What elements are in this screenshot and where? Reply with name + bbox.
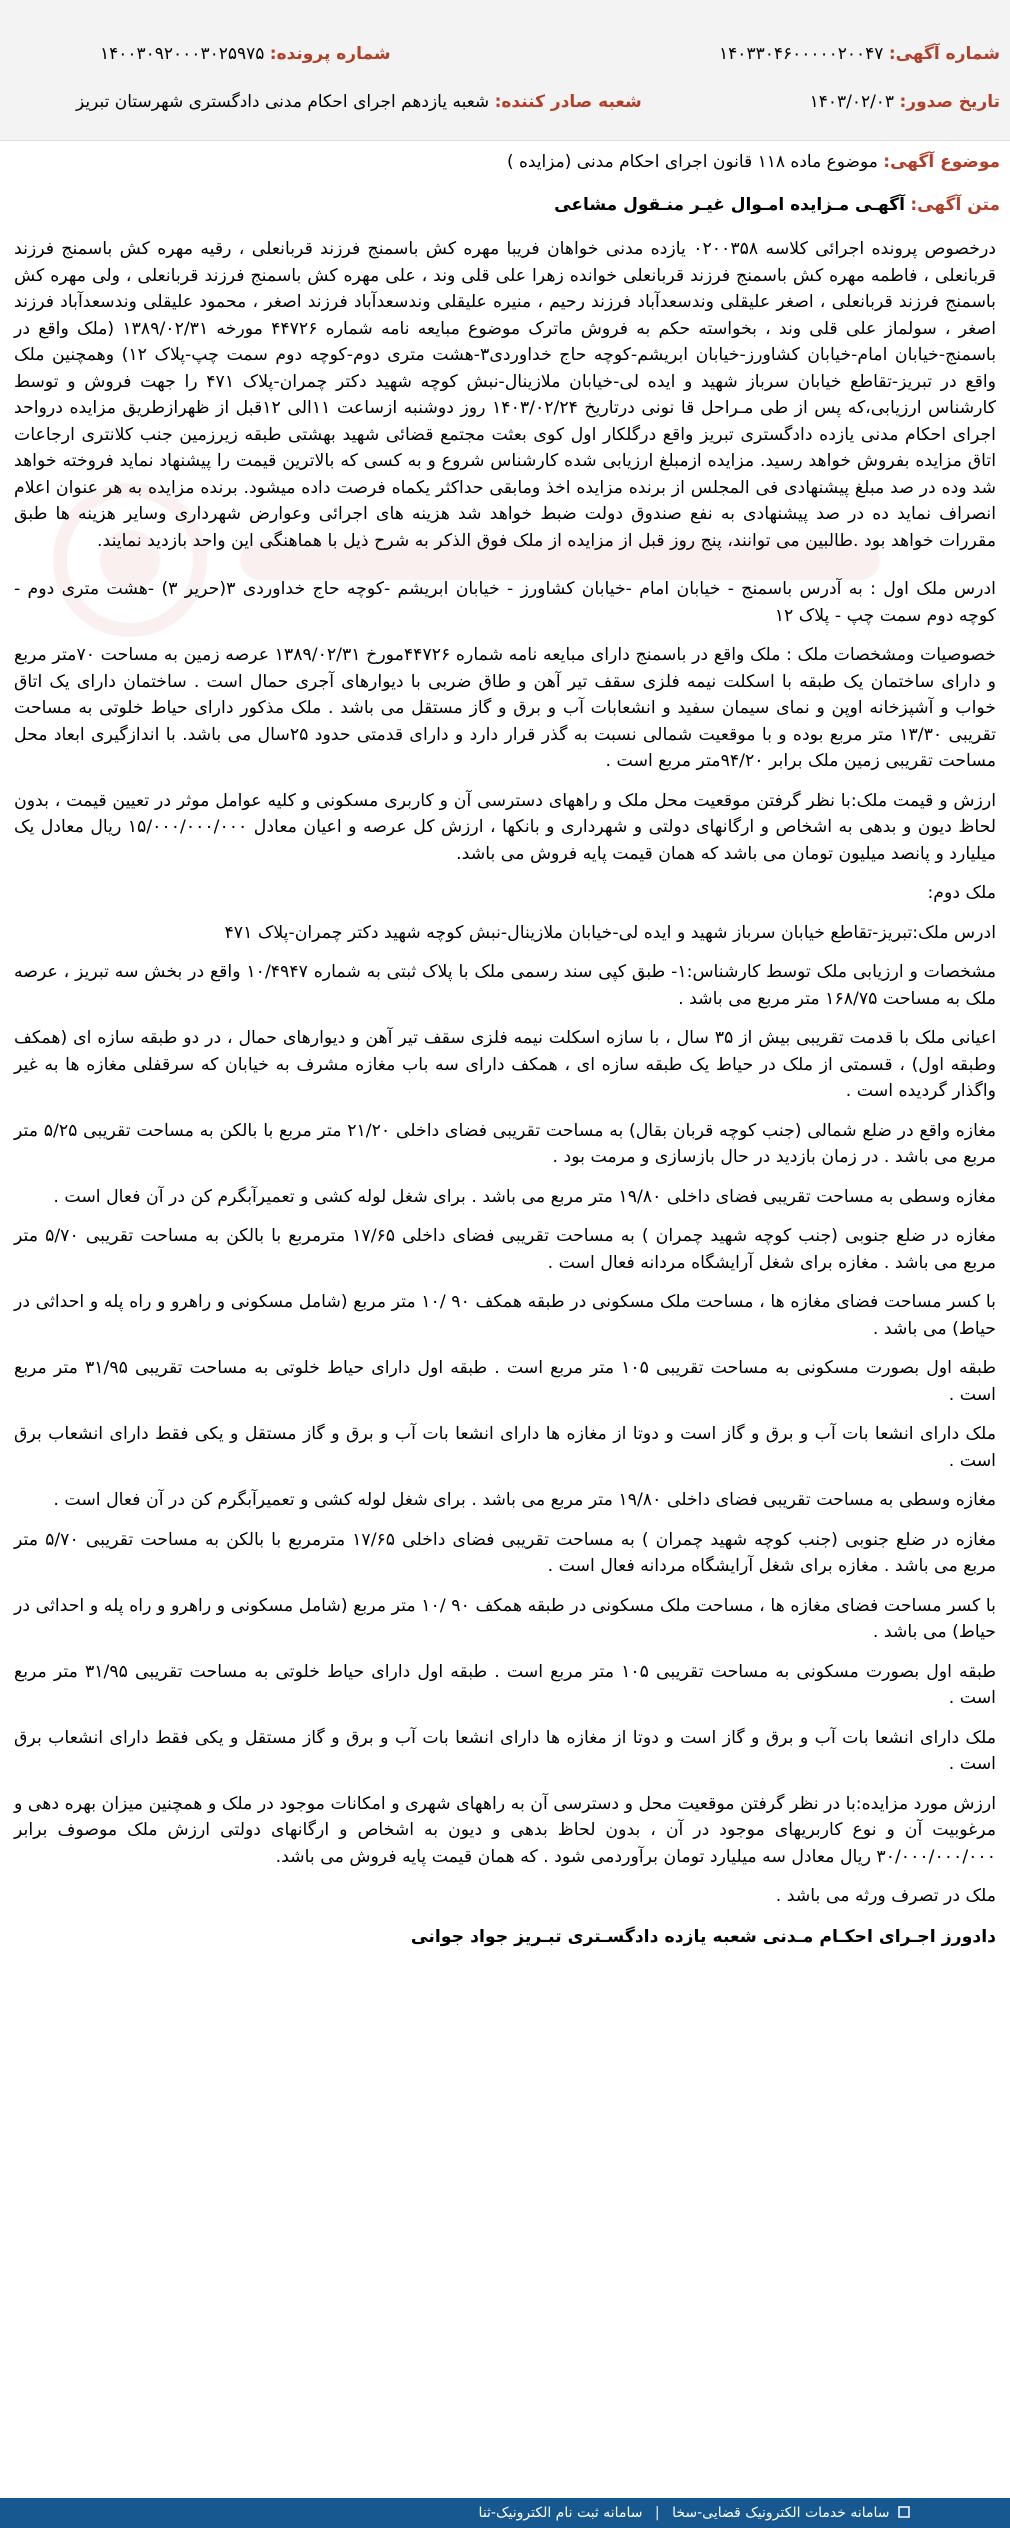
ad-number-row bbox=[719, 44, 1000, 64]
footer-link-sakha[interactable]: سامانه خدمات الکترونیک قضایی-سخا bbox=[672, 2505, 890, 2521]
issue-date-value: ۱۴۰۳/۰۲/۰۳ bbox=[809, 92, 895, 112]
paragraph-shop-middle-repeat: مغازه وسطی به مساحت تقریبی فضای داخلی ۱۹/۸۰ متر مربع می باشد . برای شغل لوله کشی و تعمیرآبگرم کن در آن فعال است . bbox=[53, 1490, 996, 1510]
topic-label: موضوع آگهی: bbox=[883, 152, 1000, 172]
footer-link-sana[interactable]: سامانه ثبت نام الکترونیک-ثنا bbox=[478, 2505, 643, 2521]
paragraph-first-property-value: ارزش و قیمت ملک:با نظر گرفتن موقعیت محل ملک و راههای دسترسی آن و کاربری مسکونی و کلیه عوامل موثر در تعیین قیمت ، بدون لحاظ دیون و بدهی به اشخاص و ارگانهای دولتی و شهرداری و بانکها ، ارزش کل عرصه و اعیان معادل ۱۵/۰۰۰/۰۰۰/۰۰۰ ریال معادل یک میلیارد و پانصد میلیون تومان می باشد که همان قیمت پایه فروش می باشد. bbox=[14, 790, 997, 864]
footer-separator: | bbox=[654, 2505, 660, 2521]
paragraph-first-floor: طبقه اول بصورت مسکونی به مساحت تقریبی ۱۰۵ متر مربع است . طبقه اول دارای حیاط خلوتی به مساحت تقریبی ۳۱/۹۵ متر مربع است . bbox=[14, 1358, 996, 1405]
text-label: متن آگهی: bbox=[910, 195, 1000, 215]
paragraph-second-property-deed: مشخصات و ارزیابی ملک توسط کارشناس:۱- طبق کپی سند رسمی ملک با پلاک ثبتی به شماره ۱۰/۴۹۴۷ واقع در بخش سه تبریز ، عرصه ملک به مساحت ۱۶۸/۷۵ متر مربع می باشد . bbox=[14, 962, 996, 1009]
text-title: آگهـی مـزایده امـوال غیـر منـقول مشاعی bbox=[554, 195, 905, 215]
notice-text-heading bbox=[554, 195, 1000, 215]
case-number-label: شماره پرونده: bbox=[269, 44, 391, 64]
issuer-label: شعبه صادر کننده: bbox=[494, 92, 642, 112]
link-icon bbox=[898, 2506, 910, 2518]
footer-links bbox=[479, 2505, 910, 2521]
paragraph-possession: ملک در تصرف ورثه می باشد . bbox=[775, 1886, 996, 1906]
case-number-value: ۱۴۰۰۳۰۹۲۰۰۰۳۰۲۵۹۷۵ bbox=[100, 44, 265, 64]
paragraph-shop-south: مغازه در ضلع جنوبی (جنب کوچه شهید چمران ) به مساحت تقریبی فضای داخلی ۱۷/۶۵ مترمربع با بالکن به مساحت تقریبی ۵/۷۰ متر مربع می باشد . مغازه برای شغل آرایشگاه مردانه فعال است . bbox=[14, 1226, 996, 1273]
ad-number-label: شماره آگهی: bbox=[888, 44, 1000, 64]
issuer-value: شعبه یازدهم اجرای احکام مدنی دادگستری شهرستان تبریز bbox=[76, 92, 490, 112]
issuer-row bbox=[76, 92, 642, 112]
paragraph-auction-value: ارزش مورد مزایده:با در نظر گرفتن موقعیت محل و دسترسی آن به راههای شهری و امکانات موجود در ملک و همچنین میزان بهره دهی و مرغوبیت آن و نوع کاربریهای موجود در آن ، بدون لحاظ بدهی و دیون به اشخاص و ارگانهای دولتی ارزش ملک موصوف برابر ۳۰/۰۰۰/۰۰۰/۰۰۰ ریال معادل سه میلیارد تومان برآوردمی شود . که همان قیمت پایه فروش می باشد. bbox=[14, 1793, 996, 1867]
footer-bar bbox=[0, 2498, 1010, 2528]
paragraph-ground-floor: با کسر مساحت فضای مغازه ها ، مساحت ملک مسکونی در طبقه همکف ۹۰ /۱۰ متر مربع (شامل مسکونی و راهرو و راه پله و احداثی در حیاط) می باشد . bbox=[14, 1292, 996, 1339]
paragraph-shop-middle: مغازه وسطی به مساحت تقریبی فضای داخلی ۱۹/۸۰ متر مربع می باشد . برای شغل لوله کشی و تعمیرآبگرم کن در آن فعال است . bbox=[53, 1186, 996, 1207]
ad-number-value: ۱۴۰۳۳۰۴۶۰۰۰۰۰۲۰۰۴۷ bbox=[719, 44, 884, 64]
notice-header bbox=[0, 0, 1010, 141]
paragraph-second-property-address: ادرس ملک:تبریز-تقاطع خیابان سرباز شهید و ایده لی-خیابان ملازینال-نبش کوچه شهید دکتر چمران-پلاک ۴۷۱ bbox=[224, 922, 996, 943]
paragraph-utilities: ملک دارای انشعا بات آب و برق و گاز است و دوتا از مغازه ها دارای انشعا بات آب و برق و گاز مستقل و یکی فقط دارای انشعاب برق است . bbox=[14, 1424, 996, 1471]
closing-signature: دادورز اجـرای احکـام مـدنی شعبه یازده دادگسـتری تبـریز جواد جوانی bbox=[410, 1926, 996, 1947]
paragraph-shop-south-repeat: مغازه در ضلع جنوبی (جنب کوچه شهید چمران ) به مساحت تقریبی فضای داخلی ۱۷/۶۵ مترمربع با بالکن به مساحت تقریبی ۵/۷۰ متر مربع می باشد . مغازه برای شغل آرایشگاه مردانه فعال است . bbox=[14, 1529, 996, 1576]
paragraph-second-property-title: ملک دوم: bbox=[927, 883, 996, 903]
paragraph-first-property-address: ادرس ملک اول : به آدرس باسمنج - خیابان امام -خیابان کشاورز - خیابان ابریشم -کوچه حاج خداوردی ۳(حریر ۳) -هشت متری دوم - کوچه دوم سمت چپ - پلاک ۱۲ bbox=[14, 579, 996, 626]
notice-topic bbox=[507, 152, 1000, 172]
issue-date-row bbox=[810, 92, 1000, 112]
notice-body bbox=[14, 236, 996, 1963]
case-number-row bbox=[100, 44, 391, 64]
paragraph-shop-north: مغازه واقع در ضلع شمالی (جنب کوچه قربان بقال) به مساحت تقریبی فضای داخلی ۲۱/۲۰ متر مربع با بالکن به مساحت تقریبی ۵/۲۵ متر مربع می باشد . در زمان بازدید در حال بازسازی و مرمت بود . bbox=[14, 1120, 997, 1167]
paragraph-building: اعیانی ملک با قدمت تقریبی بیش از ۳۵ سال ، با سازه اسکلت نیمه فلزی سقف تیر آهن و دیوارهای حمال ، در دو طبقه سازه ای (همکف وطبقه اول) ، قسمتی از ملک در حیاط یک طبقه سازه ای ، همکف دارای سه باب مغازه مشرف به خیابان که سرقفلی مغازه ها به غیر واگذار گردیده است . bbox=[14, 1028, 997, 1101]
paragraph-ground-floor-repeat: با کسر مساحت فضای مغازه ها ، مساحت ملک مسکونی در طبقه همکف ۹۰ /۱۰ متر مربع (شامل مسکونی و راهرو و راه پله و احداثی در حیاط) می باشد . bbox=[14, 1595, 996, 1642]
paragraph-utilities-repeat: ملک دارای انشعا بات آب و برق و گاز است و دوتا از مغازه ها دارای انشعا بات آب و برق و گاز مستقل و یکی فقط دارای انشعاب برق است . bbox=[14, 1727, 996, 1774]
topic-value: موضوع ماده ۱۱۸ قانون اجرای احکام مدنی (مزایده ) bbox=[506, 152, 878, 172]
issue-date-label: تاریخ صدور: bbox=[899, 92, 1000, 112]
paragraph-first-property-specs: خصوصیات ومشخصات ملک : ملک واقع در باسمنج دارای مبایعه نامه شماره ۴۴۷۲۶مورخ ۱۳۸۹/۰۲/۳۱ عرصه زمین به مساحت ۷۰متر مربع و دارای ساختمان یک طبقه با اسکلت نیمه فلزی سقف تیر آهن و طاق ضربی با دیوارهای آجری حمال است . ساختمان دارای یک اتاق خواب و آشپزخانه اوپن و نمای سیمان سفید و انشعابات آب و برق و گاز مستقل می باشد . ملک مذکور دارای حیاط خلوتی به مساحت تقریبی ۱۳/۳۰ متر مربع بوده و با موقعیت شمالی نسبت به گذر قرار دارد و دارای قدمتی حدود ۲۵سال می باشد. با اندازگیری ابعاد محل مساحت تقریبی زمین ملک برابر ۹۴/۲۰متر مربع است . bbox=[14, 645, 996, 771]
paragraph-intro: درخصوص پرونده اجرائی کلاسه ۰۲۰۰۳۵۸ یازده مدنی خواهان فریبا مهره کش باسمنج فرزند قربانعلی ، رقیه مهره کش باسمنج فرزند قربانعلی ، فاطمه مهره کش باسمنج فرزند قربانعلی خوانده زهرا علی قلی وند ، علی مهره کش باسمنج فرزند قربانعلی ، ولی مهره کش باسمنج فرزند قربانعلی ، اصغر علیقلی وندسعدآباد فرزند رحیم ، منیره علیقلی وندسعدآباد فرزند اصغر ، محمود علیقلی وندسعدآباد فرزند اصغر ، سولماز علی قلی وند ، بخواسته حکم به فروش ماترک موضوع مبایعه نامه شماره ۴۴۷۲۶ مورخه ۱۳۸۹/۰۲/۳۱ (ملک واقع در باسمنج-خیابان امام-خیابان کشاورز-خیابان ابریشم-کوچه حاج خداوردی۳-هشت متری دوم-کوچه دوم سمت چپ-پلاک ۱۲) وهمچنین ملک واقع در تبریز-تقاطع خیابان سرباز شهید و ایده لی-خیابان ملازینال-نبش کوچه شهید دکتر چمران-پلاک ۴۷۱ را جهت فروش و توسط کارشناس ارزیابی،که پس از طی مـراحل قا نونی درتاریخ ۱۴۰۳/۰۲/۲۴ روز دوشنبه ازساعت ۱۱الی ۱۲قبل از ظهرازطریق مزایده درواحد اجرای احکام مدنی یازده دادگستری تبریز واقع درگلکار اول کوی بعثت مجتمع قضائی شهید بهشتی طبقه زیرزمین جنب کلانتری ارجاعات اتاق مزایده بفروش خواهد رسید. مزایده ازمبلغ ارزیابی شده کارشناس شروع و به کسی که بالاترین قیمت را پیشنهاد نماید فروخته خواهد شد وده در صد مبلغ پیشنهادی فی المجلس از برنده مزایده اخذ ومابقی حداکثر یکماه فرصت داده میشود. برنده مزایده به هر عنوان اعلام انصراف نماید ده در صد پیشنهادی به نفع صندوق دولت ضبط خواهد شد هزینه های اجرائی وعوارض شهرداری وسایر هزینه ها طبق مقررات خواهد بود .طالبین می توانند، پنج روز قبل از مزایده از ملک فوق الذکر به شرح ذیل با هماهنگی این واحد بازدید نمایند. bbox=[14, 239, 996, 551]
paragraph-first-floor-repeat: طبقه اول بصورت مسکونی به مساحت تقریبی ۱۰۵ متر مربع است . طبقه اول دارای حیاط خلوتی به مساحت تقریبی ۳۱/۹۵ متر مربع است . bbox=[14, 1661, 996, 1708]
